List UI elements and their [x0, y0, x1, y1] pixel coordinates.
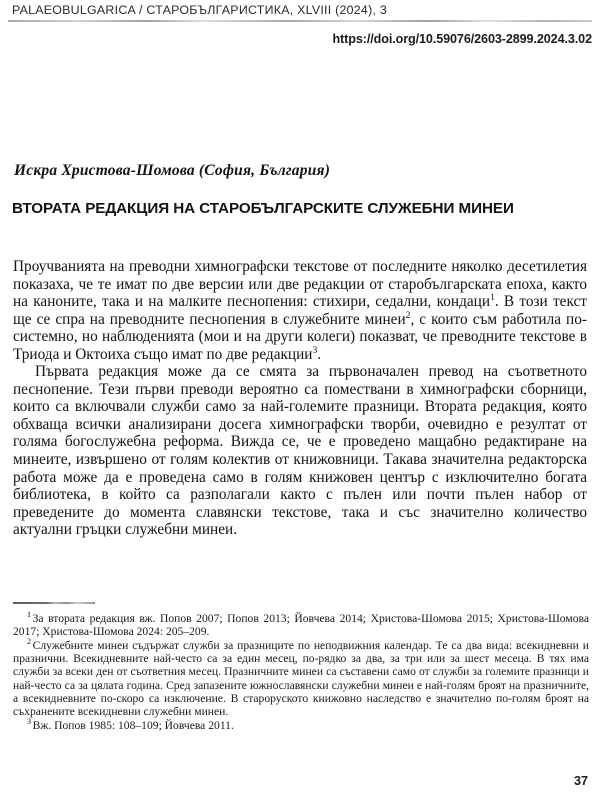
- article-title: ВТОРАТА РЕДАКЦИЯ НА СТАРОБЪЛГАРСКИТЕ СЛУЖЕБНИ МИНЕИ: [12, 200, 514, 217]
- paragraph-1-segment-4: .: [317, 345, 322, 363]
- page-number: 37: [573, 774, 588, 788]
- paragraph-1-segment-2: . В този текст ще се спра на преводните песнопения в служебните минеи: [13, 293, 587, 328]
- footnote-text-3: Вж. Попов 1985: 108–109; Йовчева 2011.: [32, 718, 234, 732]
- footnote-ref-2[interactable]: 2: [405, 309, 411, 321]
- footnote-marker-1: 1: [27, 610, 32, 620]
- footnote-marker-3: 3: [27, 716, 32, 726]
- footnote-ref-1[interactable]: 1: [490, 292, 495, 303]
- article-body: [13, 258, 587, 539]
- paragraph-1-segment-1: Проучванията на преводни химнографски текстове от последните няколко десетилетия показаха, че те имат по две версии или две редакции от старобългарската епоха, както на каноните, така и на малките песнопения: стихири, седални, кондаци: [13, 258, 587, 311]
- footnote-marker-2: 2: [27, 636, 32, 646]
- footnote-item-2: [13, 636, 589, 719]
- footnote-item-3: [13, 716, 589, 732]
- footnote-separator-rule: [13, 602, 95, 604]
- running-head: PALAEOBULGARICA / СТАРОБЪЛГАРИСТИКА, XLVIII (2024), 3: [12, 3, 387, 17]
- paragraph-1-segment-3: , с които съм работила по-системно, но наблюденията (мои и на други колеги) показват, че преводните текстове в Триода и Октоиха също имат по две редакции: [13, 310, 587, 363]
- body-paragraph-1: [13, 258, 587, 363]
- footnote-text-2: Служебните минеи съдържат служби за празниците по неподвижния календар. Те са два вида: всекидневни и празнични. Всекидневните най-често са за един месец, по-рядко за два, за три или за шест месеца. В тях има служби за всеки ден от съответния месец. Празничните минеи са съставени само от служби за големите празници и най-често са за цялата година. Сред запазените южнославянски служебни минеи е най-голям броят на празничните, а всекидневните по-скоро са изключение. В староруското книжовно наследство е значително по-голям броят на съхранените всекидневни служебни минеи.: [13, 638, 589, 719]
- footnotes-block: [13, 612, 589, 732]
- body-paragraph-2: Първата редакция може да се смята за първоначален превод на съответното песнопение. Тези първи преводи вероятно са помествани в химнографски сборници, които са включвали служби само за най-големите празници. Втората редакция, която обхваща всички анализирани досега химнографски творби, очевидно е резултат от голяма богослужебна реформа. Вижда се, че е проведено мащабно редактиране на минеите, извършено от голям колектив от книжовници. Такава значителна редакторска работа може да е проведена само в голям книжовен център с изключително богата библиотека, в който са разполагали както с пълен или почти пълен набор от преведените до момента славянски текстове, така и със значително количество актуални гръцки служебни минеи.: [13, 363, 587, 539]
- header-rule: [8, 20, 592, 22]
- doi-link[interactable]: https://doi.org/10.59076/2603-2899.2024.3.02: [332, 32, 592, 46]
- article-author: Искра Христова-Шомова (София, България): [14, 162, 331, 179]
- footnote-item-1: [13, 612, 589, 639]
- footnote-text-1: За втората редакция вж. Попов 2007; Попов 2013; Йовчева 2014; Христова-Шомова 2015; Христова-Шомова 2017; Христова-Шомова 2024: 205–209.: [13, 612, 589, 639]
- footnote-ref-3[interactable]: 3: [312, 344, 318, 356]
